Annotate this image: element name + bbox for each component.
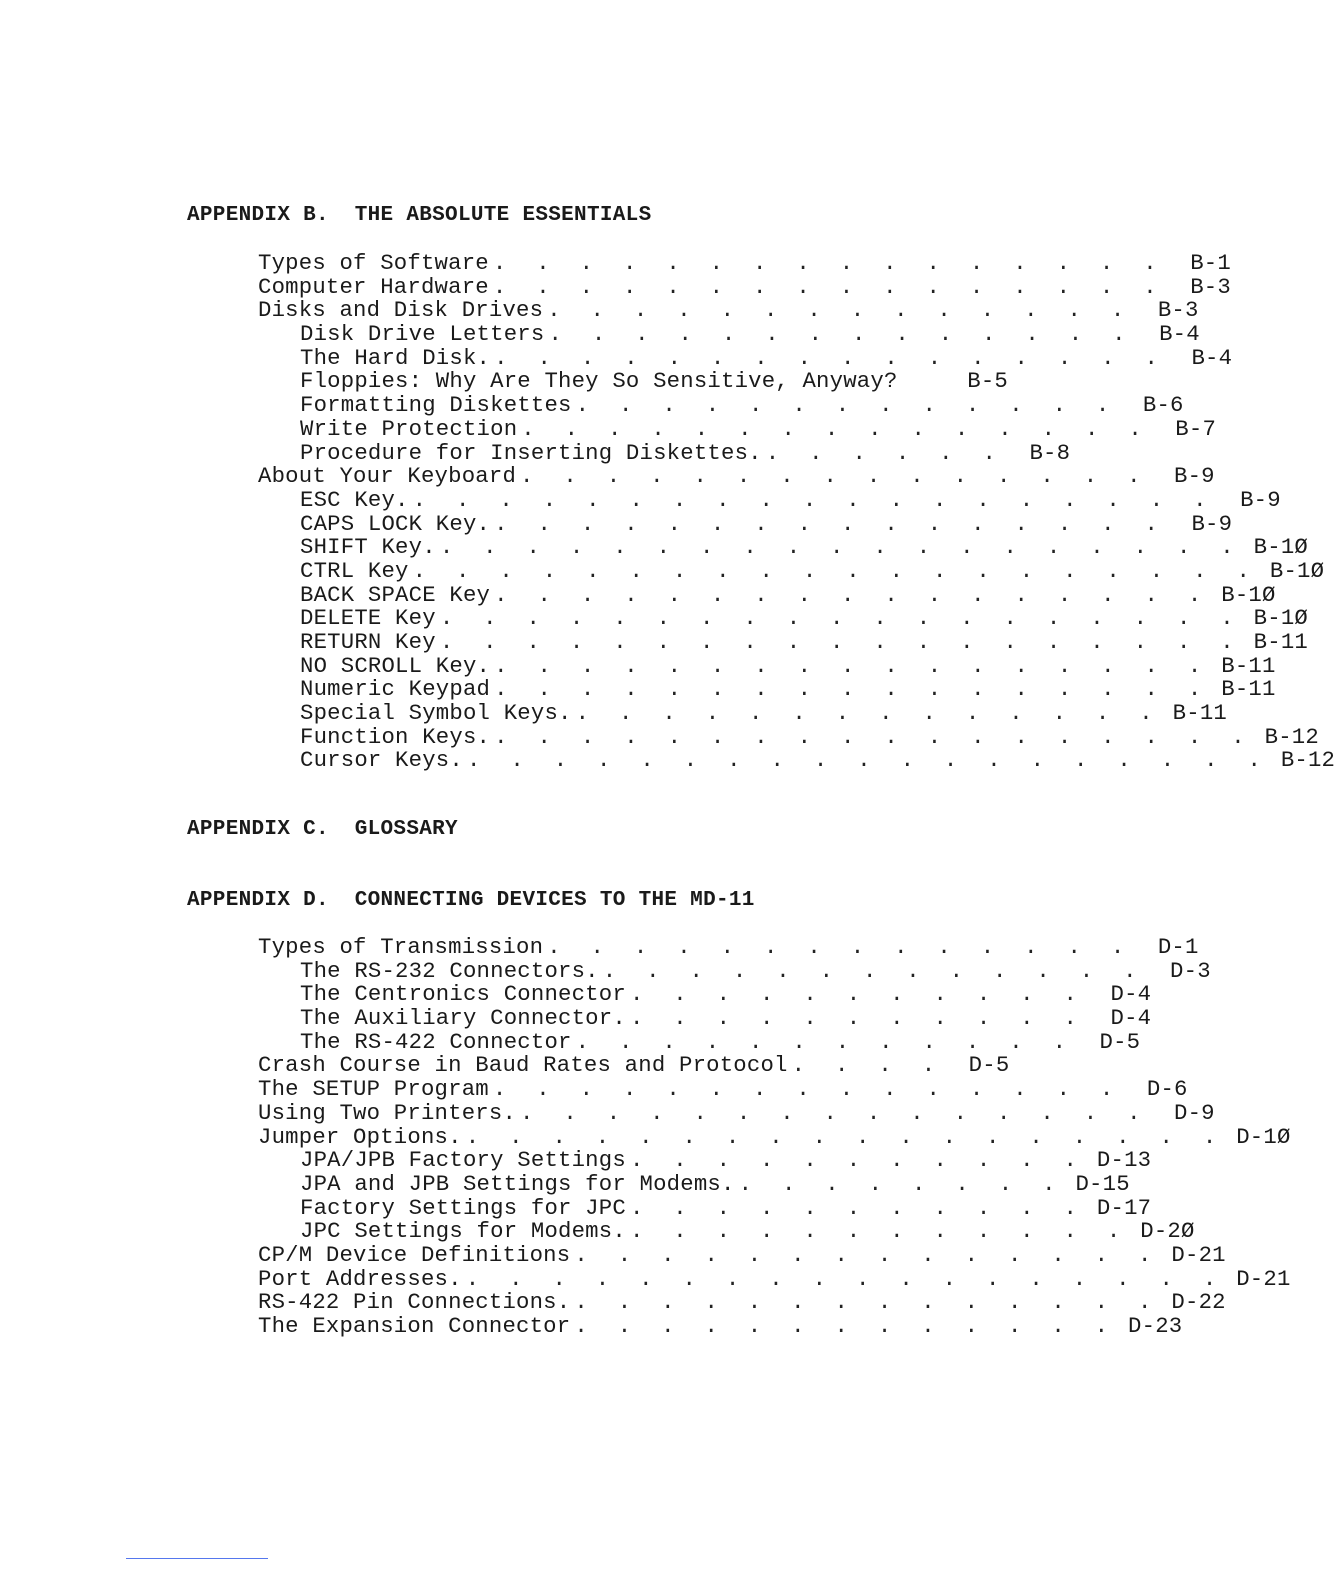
toc-entry xyxy=(258,415,1217,442)
toc-entry xyxy=(258,1054,1008,1078)
toc-entry-page: D-3 xyxy=(1170,957,1211,984)
toc-entry-title: Procedure for Inserting Diskettes. xyxy=(300,439,762,466)
toc-dot-leader: . . . . . . . . xyxy=(738,1170,1064,1197)
toc-dot-leader: . . . . . . . . . . . . . . . . xyxy=(494,344,1167,371)
toc-dot-leader: . . . . . . . . . . . . . . . . . . . xyxy=(412,486,1215,513)
toc-dot-leader: . . . . . . . . . . . . . . . . xyxy=(492,273,1165,300)
toc-entry xyxy=(258,700,1227,727)
appendix-d-toc xyxy=(258,934,1291,1339)
toc-dot-leader: . . . . . . . . . . . . . . . . . . xyxy=(465,1265,1225,1292)
toc-entry-page: D-9 xyxy=(1174,1099,1215,1126)
toc-entry xyxy=(258,1147,1152,1174)
toc-entry-page: D-4 xyxy=(1110,1005,1152,1032)
toc-dot-leader: . . . . . . . . . . . . xyxy=(629,1218,1129,1245)
toc-entry-page: D-15 xyxy=(1075,1170,1130,1197)
toc-dot-leader: . . . . . . . . . . . . . . . . . . . . xyxy=(412,557,1259,584)
toc-entry-title: Types of Software xyxy=(258,250,489,276)
toc-dot-leader: . . . . . . . . . . . xyxy=(629,1005,1086,1032)
toc-entry xyxy=(258,1170,1130,1197)
toc-entry-page: B-1Ø xyxy=(1253,534,1308,561)
toc-entry-page: D-5 xyxy=(968,1052,1010,1079)
toc-entry-page: D-21 xyxy=(1171,1241,1226,1268)
toc-entry xyxy=(258,370,1008,394)
toc-dot-leader: . . . . . . . . . . . . . . . . . xyxy=(494,581,1210,608)
toc-dot-leader: . . . . . . . . . . . xyxy=(629,1147,1086,1174)
toc-entry-title: NO SCROLL Key. xyxy=(300,652,491,679)
toc-entry xyxy=(258,463,1215,490)
toc-entry-title: CTRL Key xyxy=(300,557,409,584)
toc-entry xyxy=(258,1123,1291,1150)
toc-entry xyxy=(258,321,1200,348)
toc-entry xyxy=(258,1005,1152,1032)
toc-dot-leader: . . . . . . . . . . . . . . . xyxy=(520,463,1149,490)
toc-entry-page: B-4 xyxy=(1191,344,1233,371)
toc-entry xyxy=(258,534,1308,561)
toc-entry-page: B-11 xyxy=(1253,629,1308,655)
toc-entry-title: The Auxiliary Connector. xyxy=(300,1005,626,1032)
toc-dot-leader: . . . . . . . . . . . . . . . . . . . xyxy=(439,629,1242,655)
toc-entry-title: Types of Transmission xyxy=(258,934,544,960)
toc-entry-page: B-3 xyxy=(1157,297,1199,324)
toc-entry xyxy=(258,1028,1141,1055)
toc-entry xyxy=(258,1313,1183,1339)
toc-entry-page: D-5 xyxy=(1099,1028,1141,1055)
toc-entry-title: Disk Drive Letters xyxy=(300,321,545,348)
toc-dot-leader: . . . . . . . . . . . . . . . . . . xyxy=(465,1123,1225,1150)
toc-entry-page: B-8 xyxy=(1029,439,1071,466)
toc-entry-page: D-13 xyxy=(1096,1147,1152,1174)
toc-entry-page: D-4 xyxy=(1110,981,1152,1008)
toc-entry xyxy=(258,392,1184,419)
toc-entry-page: B-1 xyxy=(1190,250,1231,276)
toc-entry xyxy=(258,486,1281,513)
toc-entry xyxy=(258,344,1233,371)
toc-entry-title: The RS-422 Connector xyxy=(300,1028,572,1055)
toc-entry-page: B-9 xyxy=(1240,486,1281,513)
toc-dot-leader: . . . . . . . . . . . . xyxy=(575,1028,1075,1055)
toc-dot-leader: . . . . . . . . . . . . . . xyxy=(574,1241,1160,1268)
toc-entry-title: CP/M Device Definitions xyxy=(258,1241,571,1268)
toc-entry-page: B-9 xyxy=(1191,510,1233,537)
toc-entry-title: Factory Settings for JPC xyxy=(300,1194,626,1221)
toc-entry-title: Floppies: Why Are They So Sensitive, Anyway? xyxy=(300,368,898,395)
toc-entry xyxy=(258,297,1199,324)
toc-entry xyxy=(258,723,1319,750)
toc-entry xyxy=(258,510,1233,537)
toc-dot-leader: . . . . . . . . . . . . . . . xyxy=(521,415,1151,442)
toc-entry-page: B-1Ø xyxy=(1253,605,1308,632)
toc-dot-leader: . . . . . . . . . . . . . xyxy=(574,1313,1117,1339)
toc-dot-leader: . . . . . . . . . . . . . . . xyxy=(492,1076,1122,1103)
toc-entry-title: RS-422 Pin Connections. xyxy=(258,1289,571,1316)
toc-entry-page: B-1Ø xyxy=(1221,581,1276,608)
toc-entry-title: The Hard Disk. xyxy=(300,344,491,371)
toc-dot-leader: . . . . . . . . . . . . . . . . xyxy=(492,250,1165,276)
toc-entry-page: B-4 xyxy=(1159,321,1200,348)
toc-entry-title: Special Symbol Keys. xyxy=(300,700,572,727)
appendix-b-toc xyxy=(258,250,1335,774)
toc-entry xyxy=(258,250,1231,276)
toc-entry-title: The Expansion Connector xyxy=(258,1313,571,1339)
toc-entry-page: D-22 xyxy=(1171,1289,1226,1316)
toc-entry-title: About Your Keyboard xyxy=(258,463,517,490)
toc-entry-page: D-21 xyxy=(1236,1265,1291,1292)
toc-dot-leader: . . . . . . . . . . . . . . xyxy=(547,934,1133,960)
toc-entry-title: Function Keys. xyxy=(300,723,491,750)
toc-entry-page: D-1 xyxy=(1157,934,1199,960)
toc-dot-leader: . . . . . . . . . . . . . . . . . . . xyxy=(466,747,1270,774)
toc-entry xyxy=(258,1289,1226,1316)
toc-dot-leader: . . . . . . . . . . . . . . . xyxy=(520,1099,1149,1126)
toc-entry-page: B-11 xyxy=(1172,700,1227,727)
toc-entry-page: B-9 xyxy=(1174,463,1215,490)
toc-dot-leader: . . . . . . . . . . . . . . xyxy=(547,297,1133,324)
toc-dot-leader: . . . . . . . . . . . . . xyxy=(602,957,1145,984)
toc-dot-leader: . . . . . . . . . . . xyxy=(629,981,1086,1008)
toc-entry xyxy=(258,1194,1152,1221)
toc-entry-page: B-6 xyxy=(1142,392,1184,419)
toc-dot-leader: . . . . . . . . . . . . . . . . . xyxy=(494,652,1210,679)
toc-entry-page: B-12 xyxy=(1280,747,1335,774)
toc-entry-page: B-1Ø xyxy=(1269,557,1325,584)
toc-entry-title: JPA and JPB Settings for Modems. xyxy=(300,1170,735,1197)
toc-entry-page: D-2Ø xyxy=(1140,1218,1195,1245)
toc-entry-title: SHIFT Key. xyxy=(300,534,436,561)
toc-dot-leader: . . . . . . . . . . . . . . . . xyxy=(494,510,1167,537)
toc-entry-title: BACK SPACE Key xyxy=(300,581,491,608)
toc-dot-leader: . . . . . . . . . . . . . . . . . . . xyxy=(439,534,1242,561)
toc-dot-leader: . . . . . . . . . . . . . . . . . . . xyxy=(439,605,1242,632)
toc-dot-leader: . . . . . . . . . . . . . . . . . . xyxy=(494,723,1253,750)
toc-entry-page: B-11 xyxy=(1221,676,1276,703)
toc-entry xyxy=(258,676,1276,703)
toc-entry xyxy=(258,747,1335,774)
toc-entry xyxy=(258,605,1308,632)
toc-entry xyxy=(258,957,1211,984)
toc-entry xyxy=(258,1218,1195,1245)
toc-entry-page: B-5 xyxy=(967,368,1008,395)
toc-entry xyxy=(258,1076,1188,1103)
toc-entry-title: Disks and Disk Drives xyxy=(258,297,544,324)
toc-entry xyxy=(258,629,1308,655)
toc-entry-title: The SETUP Program xyxy=(258,1076,489,1103)
toc-entry-title: Jumper Options. xyxy=(258,1123,462,1150)
toc-entry-page: B-7 xyxy=(1175,415,1217,442)
toc-entry xyxy=(258,934,1199,960)
toc-entry-title: JPC Settings for Modems. xyxy=(300,1218,626,1245)
toc-entry-title: The RS-232 Connectors. xyxy=(300,957,599,984)
toc-entry xyxy=(258,439,1071,466)
toc-entry-title: Using Two Printers. xyxy=(258,1099,517,1126)
toc-dot-leader: . . . . . . . . . . . . . xyxy=(575,392,1118,419)
toc-entry-title: RETURN Key xyxy=(300,629,436,655)
toc-entry xyxy=(258,557,1325,584)
toc-entry-title: The Centronics Connector xyxy=(300,981,626,1008)
toc-entry xyxy=(258,652,1276,679)
toc-entry-title: ESC Key. xyxy=(300,486,409,513)
toc-entry-title: Cursor Keys. xyxy=(300,747,463,774)
toc-entry-title: Port Addresses. xyxy=(258,1265,462,1292)
appendix-d-heading: APPENDIX D. CONNECTING DEVICES TO THE MD-11 xyxy=(187,889,755,912)
toc-entry-title: Numeric Keypad xyxy=(300,676,491,703)
toc-entry-title: Formatting Diskettes xyxy=(300,392,572,419)
toc-entry-title: Computer Hardware xyxy=(258,273,489,300)
toc-entry xyxy=(258,273,1231,300)
appendix-b-heading: APPENDIX B. THE ABSOLUTE ESSENTIALS xyxy=(187,204,652,227)
toc-entry xyxy=(258,581,1276,608)
toc-entry-title: Write Protection xyxy=(300,415,518,442)
toc-entry-title: CAPS LOCK Key. xyxy=(300,510,491,537)
toc-dot-leader: . . . . . . . . . . . . . . xyxy=(575,700,1161,727)
toc-entry xyxy=(258,1099,1215,1126)
toc-entry-page: D-17 xyxy=(1096,1194,1152,1221)
toc-entry-page: D-23 xyxy=(1128,1313,1183,1339)
toc-dot-leader: . . . . . . . . . . . . . . xyxy=(548,321,1134,348)
toc-entry-page: D-6 xyxy=(1146,1076,1188,1103)
toc-entry xyxy=(258,1241,1226,1268)
toc-entry-title: JPA/JPB Factory Settings xyxy=(300,1147,626,1174)
toc-entry-page: B-12 xyxy=(1264,723,1319,750)
toc-entry xyxy=(258,1265,1291,1292)
toc-dot-leader: . . . . . . . . . . . xyxy=(629,1194,1086,1221)
toc-entry-title: Crash Course in Baud Rates and Protocol xyxy=(258,1052,788,1079)
toc-entry-page: D-1Ø xyxy=(1236,1123,1291,1150)
toc-entry xyxy=(258,981,1152,1008)
toc-dot-leader: . . . . xyxy=(791,1052,944,1079)
toc-dot-leader: . . . . . . xyxy=(765,439,1005,466)
toc-dot-leader: . . . . . . . . . . . . . . . . . xyxy=(494,676,1210,703)
toc-entry-title: DELETE Key xyxy=(300,605,436,632)
appendix-c-heading: APPENDIX C. GLOSSARY xyxy=(187,818,458,841)
footer-rule xyxy=(126,1558,268,1559)
toc-dot-leader: . . . . . . . . . . . . . . xyxy=(574,1289,1160,1316)
toc-entry-page: B-3 xyxy=(1190,273,1231,300)
toc-entry-page: B-11 xyxy=(1221,652,1276,679)
